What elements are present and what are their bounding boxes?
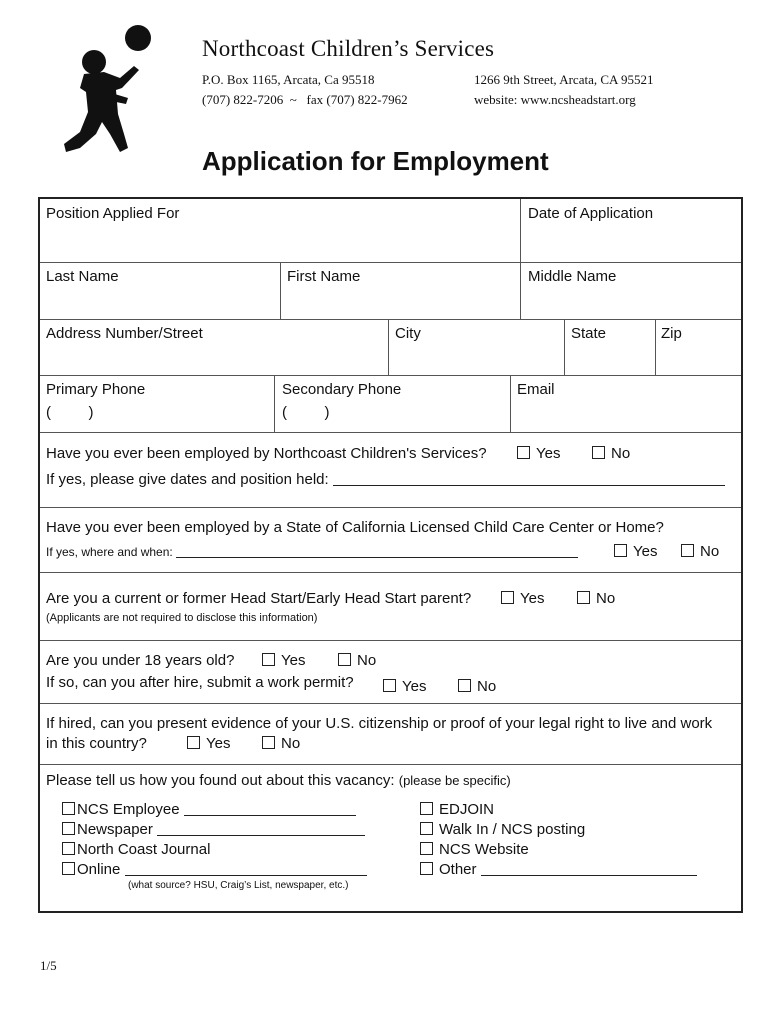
first-name-field[interactable]: First Name (287, 268, 361, 285)
checkbox-icon[interactable] (383, 679, 396, 692)
q1-sub: If yes, please give dates and position held: (46, 471, 725, 488)
last-name-field[interactable]: Last Name (46, 268, 119, 285)
q5-no[interactable]: No (262, 735, 300, 752)
q2-no[interactable]: No (681, 543, 719, 560)
secondary-phone-paren: ( ) (282, 404, 330, 421)
checkbox-icon[interactable] (681, 544, 694, 557)
q1-answer-line[interactable] (333, 485, 725, 486)
q4-yes[interactable]: Yes (262, 652, 305, 669)
q3-yes[interactable]: Yes (501, 590, 544, 607)
source-north-coast-journal[interactable]: North Coast Journal (62, 841, 210, 858)
q4-sub-yes[interactable]: Yes (383, 678, 426, 695)
q5-yes[interactable]: Yes (187, 735, 230, 752)
checkbox-icon[interactable] (338, 653, 351, 666)
q2-yes[interactable]: Yes (614, 543, 657, 560)
primary-phone-paren: ( ) (46, 404, 94, 421)
org-name: Northcoast Children’s Services (202, 36, 495, 61)
po-box: P.O. Box 1165, Arcata, Ca 95518 (202, 72, 375, 87)
source-ncs-website[interactable]: NCS Website (420, 841, 529, 858)
checkbox-icon[interactable] (420, 842, 433, 855)
q1-text: Have you ever been employed by Northcoast Children's Services? (46, 445, 487, 462)
zip-field[interactable]: Zip (661, 325, 682, 342)
vacancy-prompt: Please tell us how you found out about this vacancy: (please be specific) (46, 772, 511, 789)
q4-no[interactable]: No (338, 652, 376, 669)
q3-note: (Applicants are not required to disclose this information) (46, 612, 318, 624)
q2-sub: If yes, where and when: (46, 545, 578, 559)
answer-line[interactable] (125, 875, 367, 876)
street-address: 1266 9th Street, Arcata, CA 95521 (474, 72, 654, 87)
answer-line[interactable] (184, 815, 356, 816)
online-note: (what source? HSU, Craig’s List, newspaper, etc.) (128, 880, 349, 891)
primary-phone-field[interactable]: Primary Phone (46, 381, 146, 398)
checkbox-icon[interactable] (614, 544, 627, 557)
source-edjoin[interactable]: EDJOIN (420, 801, 494, 818)
checkbox-icon[interactable] (592, 446, 605, 459)
state-field[interactable]: State (571, 325, 607, 342)
checkbox-icon[interactable] (501, 591, 514, 604)
checkbox-icon[interactable] (62, 862, 75, 875)
email-field[interactable]: Email (517, 381, 555, 398)
q2-text: Have you ever been employed by a State of California Licensed Child Care Center or Home? (46, 519, 664, 536)
q3-text: Are you a current or former Head Start/Early Head Start parent? (46, 590, 472, 607)
answer-line[interactable] (157, 835, 365, 836)
q4-sub: If so, can you after hire, submit a work permit? (46, 674, 354, 691)
checkbox-icon[interactable] (420, 862, 433, 875)
source-online[interactable]: Online (62, 861, 367, 878)
page-title: Application for Employment (202, 146, 549, 176)
date-field[interactable]: Date of Application (528, 205, 654, 222)
q1-no[interactable]: No (592, 445, 630, 462)
application-form (38, 197, 743, 913)
source-walk-in[interactable]: Walk In / NCS posting (420, 821, 585, 838)
website: website: www.ncsheadstart.org (474, 92, 636, 107)
checkbox-icon[interactable] (517, 446, 530, 459)
checkbox-icon[interactable] (187, 736, 200, 749)
source-newspaper[interactable]: Newspaper (62, 821, 365, 838)
checkbox-icon[interactable] (62, 802, 75, 815)
q1-yes[interactable]: Yes (517, 445, 560, 462)
q5-text-2: in this country? (46, 735, 147, 752)
answer-line[interactable] (481, 875, 697, 876)
logo-child-ball (58, 22, 158, 160)
checkbox-icon[interactable] (62, 822, 75, 835)
checkbox-icon[interactable] (577, 591, 590, 604)
q3-no[interactable]: No (577, 590, 615, 607)
position-field[interactable]: Position Applied For (46, 205, 180, 222)
middle-name-field[interactable]: Middle Name (528, 268, 617, 285)
secondary-phone-field[interactable]: Secondary Phone (282, 381, 402, 398)
phone-fax: (707) 822-7206 ~ fax (707) 822-7962 (202, 92, 408, 107)
address-field[interactable]: Address Number/Street (46, 325, 203, 342)
page-number: 1/5 (40, 958, 57, 973)
checkbox-icon[interactable] (262, 653, 275, 666)
checkbox-icon[interactable] (458, 679, 471, 692)
q4-sub-no[interactable]: No (458, 678, 496, 695)
q5-text: If hired, can you present evidence of your U.S. citizenship or proof of your legal right to live and work (46, 715, 713, 732)
q4-text: Are you under 18 years old? (46, 652, 235, 669)
checkbox-icon[interactable] (420, 802, 433, 815)
source-ncs-employee[interactable]: NCS Employee (62, 801, 356, 818)
checkbox-icon[interactable] (62, 842, 75, 855)
source-other[interactable]: Other (420, 861, 697, 878)
checkbox-icon[interactable] (262, 736, 275, 749)
q2-answer-line[interactable] (176, 557, 578, 558)
city-field[interactable]: City (395, 325, 421, 342)
checkbox-icon[interactable] (420, 822, 433, 835)
